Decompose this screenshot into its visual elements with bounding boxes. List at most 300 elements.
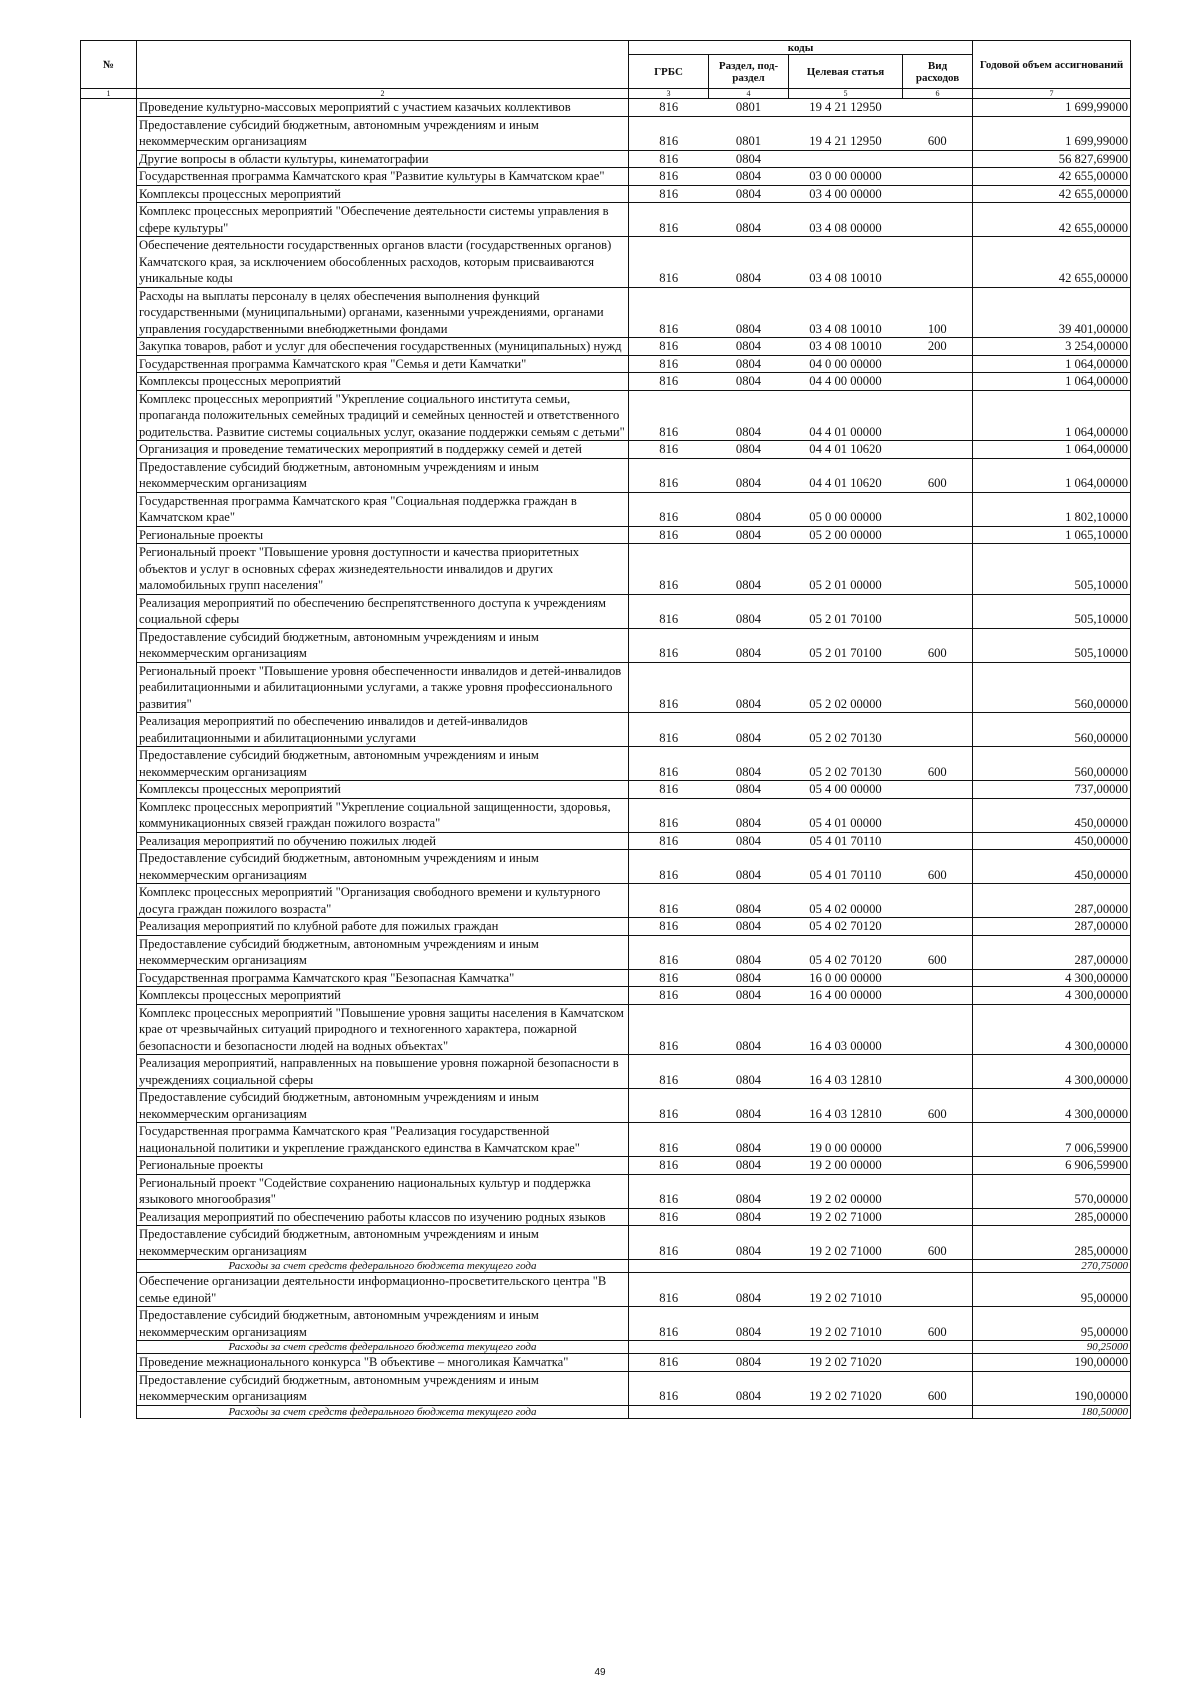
- celevaya-cell: 19 2 02 71010: [789, 1273, 903, 1307]
- row-number-cell: [81, 884, 137, 918]
- vid-cell: [903, 492, 973, 526]
- row-number-cell: [81, 287, 137, 338]
- header-codes: коды: [629, 41, 973, 55]
- sum-cell: 1 802,10000: [973, 492, 1131, 526]
- row-name-cell: Реализация мероприятий по обучению пожилых людей: [137, 832, 629, 850]
- vid-cell: 600: [903, 1226, 973, 1260]
- sum-cell: 4 300,00000: [973, 1055, 1131, 1089]
- grbs-cell: 816: [629, 1226, 709, 1260]
- vid-cell: [903, 237, 973, 288]
- row-number-cell: [81, 662, 137, 713]
- row-name-cell: Региональный проект "Повышение уровня доступности и качества приоритетных объектов и услуг в основных сферах жизнедеятельности инвалидов и других маломобильных групп населения": [137, 544, 629, 595]
- razdel-cell: 0804: [709, 1089, 789, 1123]
- sum-cell: 42 655,00000: [973, 185, 1131, 203]
- row-name-cell: Комплекс процессных мероприятий "Организация свободного времени и культурного досуга граждан пожилого возраста": [137, 884, 629, 918]
- row-name-cell: Комплекс процессных мероприятий "Повышение уровня защиты населения в Камчатском крае от чрезвычайных ситуаций природного и техногенного характера, пожарной безопасности и безопасности людей на водных объектах": [137, 1004, 629, 1055]
- razdel-cell: 0804: [709, 373, 789, 391]
- razdel-cell: 0801: [709, 99, 789, 117]
- row-name-cell: Организация и проведение тематических мероприятий в поддержку семей и детей: [137, 441, 629, 459]
- row-name-cell: Реализация мероприятий по обеспечению беспрепятственного доступа к учреждениям социальной сферы: [137, 594, 629, 628]
- sum-cell: 560,00000: [973, 747, 1131, 781]
- sum-cell: 450,00000: [973, 850, 1131, 884]
- celevaya-cell: 05 2 02 70130: [789, 747, 903, 781]
- grbs-cell: [629, 1341, 709, 1354]
- celevaya-cell: 16 4 03 00000: [789, 1004, 903, 1055]
- column-number: 5: [789, 89, 903, 99]
- vid-cell: [903, 1273, 973, 1307]
- grbs-cell: 816: [629, 713, 709, 747]
- row-number-cell: [81, 203, 137, 237]
- table-row: [81, 492, 1131, 526]
- vid-cell: 600: [903, 850, 973, 884]
- grbs-cell: 816: [629, 287, 709, 338]
- sum-cell: 95,00000: [973, 1273, 1131, 1307]
- vid-cell: [903, 203, 973, 237]
- razdel-cell: 0804: [709, 1004, 789, 1055]
- sum-cell: 190,00000: [973, 1354, 1131, 1372]
- grbs-cell: 816: [629, 526, 709, 544]
- vid-cell: [903, 526, 973, 544]
- razdel-cell: 0804: [709, 1307, 789, 1341]
- table-row-note: [81, 1341, 1131, 1354]
- grbs-cell: 816: [629, 594, 709, 628]
- row-number-cell: [81, 832, 137, 850]
- grbs-cell: 816: [629, 99, 709, 117]
- row-number-cell: [81, 338, 137, 356]
- document-page: [80, 40, 1130, 1419]
- row-number-cell: [81, 1260, 137, 1273]
- vid-cell: [903, 1208, 973, 1226]
- grbs-cell: 816: [629, 662, 709, 713]
- table-row: [81, 441, 1131, 459]
- sum-cell: 90,25000: [973, 1341, 1131, 1354]
- grbs-cell: 816: [629, 1055, 709, 1089]
- celevaya-cell: [789, 1405, 903, 1418]
- celevaya-cell: 16 4 00 00000: [789, 987, 903, 1005]
- sum-cell: 4 300,00000: [973, 1089, 1131, 1123]
- table-row-note: [81, 1260, 1131, 1273]
- vid-cell: 600: [903, 628, 973, 662]
- grbs-cell: 816: [629, 237, 709, 288]
- table-row: [81, 1089, 1131, 1123]
- table-row: [81, 1307, 1131, 1341]
- razdel-cell: 0804: [709, 662, 789, 713]
- header-vid: Вид расходов: [903, 55, 973, 89]
- row-name-cell: Государственная программа Камчатского края "Безопасная Камчатка": [137, 969, 629, 987]
- razdel-cell: 0804: [709, 594, 789, 628]
- grbs-cell: 816: [629, 1089, 709, 1123]
- row-name-cell: Комплексы процессных мероприятий: [137, 185, 629, 203]
- vid-cell: [903, 781, 973, 799]
- razdel-cell: 0804: [709, 747, 789, 781]
- sum-cell: 287,00000: [973, 884, 1131, 918]
- razdel-cell: 0804: [709, 713, 789, 747]
- table-row: [81, 1273, 1131, 1307]
- row-name-cell: Предоставление субсидий бюджетным, автономным учреждениям и иным некоммерческим организациям: [137, 1307, 629, 1341]
- table-body: [81, 99, 1131, 1419]
- celevaya-cell: 19 4 21 12950: [789, 116, 903, 150]
- row-name-cell: Государственная программа Камчатского края "Семья и дети Камчатки": [137, 355, 629, 373]
- grbs-cell: 816: [629, 1307, 709, 1341]
- razdel-cell: 0804: [709, 287, 789, 338]
- vid-cell: [903, 99, 973, 117]
- celevaya-cell: 05 2 02 70130: [789, 713, 903, 747]
- table-row: [81, 935, 1131, 969]
- sum-cell: 4 300,00000: [973, 1004, 1131, 1055]
- vid-cell: [903, 798, 973, 832]
- row-number-cell: [81, 390, 137, 441]
- celevaya-cell: 05 4 01 70110: [789, 832, 903, 850]
- row-name-cell: Комплекс процессных мероприятий "Укрепление социального института семьи, пропаганда положительных семейных традиций и семейных ценностей и ответственного родительства. Развитие системы социальных услуг, оказание поддержки семьям с детьми": [137, 390, 629, 441]
- table-row: [81, 747, 1131, 781]
- vid-cell: [903, 373, 973, 391]
- table-row: [81, 287, 1131, 338]
- row-name-cell: Предоставление субсидий бюджетным, автономным учреждениям и иным некоммерческим организациям: [137, 458, 629, 492]
- celevaya-cell: 05 4 02 70120: [789, 935, 903, 969]
- grbs-cell: 816: [629, 492, 709, 526]
- sum-cell: 190,00000: [973, 1371, 1131, 1405]
- razdel-cell: 0804: [709, 884, 789, 918]
- grbs-cell: 816: [629, 355, 709, 373]
- table-row: [81, 338, 1131, 356]
- sum-cell: 6 906,59900: [973, 1157, 1131, 1175]
- row-name-cell: Региональные проекты: [137, 1157, 629, 1175]
- sum-cell: 285,00000: [973, 1208, 1131, 1226]
- grbs-cell: 816: [629, 987, 709, 1005]
- table-row: [81, 1226, 1131, 1260]
- row-name-cell: Другие вопросы в области культуры, кинематографии: [137, 150, 629, 168]
- sum-cell: 95,00000: [973, 1307, 1131, 1341]
- row-number-cell: [81, 1405, 137, 1418]
- table-row: [81, 99, 1131, 117]
- row-number-cell: [81, 798, 137, 832]
- row-number-cell: [81, 918, 137, 936]
- row-number-cell: [81, 441, 137, 459]
- celevaya-cell: 19 2 02 71010: [789, 1307, 903, 1341]
- vid-cell: [903, 1123, 973, 1157]
- table-row: [81, 150, 1131, 168]
- row-name-cell: Региональный проект "Содействие сохранению национальных культур и поддержка языкового многообразия": [137, 1174, 629, 1208]
- table-row: [81, 390, 1131, 441]
- vid-cell: [903, 544, 973, 595]
- sum-cell: 270,75000: [973, 1260, 1131, 1273]
- grbs-cell: 816: [629, 832, 709, 850]
- row-name-cell: Предоставление субсидий бюджетным, автономным учреждениям и иным некоммерческим организациям: [137, 1371, 629, 1405]
- razdel-cell: 0804: [709, 987, 789, 1005]
- sum-cell: 1 064,00000: [973, 390, 1131, 441]
- grbs-cell: 816: [629, 1157, 709, 1175]
- row-name-cell: Комплексы процессных мероприятий: [137, 987, 629, 1005]
- vid-cell: [903, 355, 973, 373]
- vid-cell: 600: [903, 458, 973, 492]
- grbs-cell: 816: [629, 935, 709, 969]
- razdel-cell: [709, 1405, 789, 1418]
- sum-cell: 1 699,99000: [973, 116, 1131, 150]
- celevaya-cell: [789, 1341, 903, 1354]
- celevaya-cell: 16 4 03 12810: [789, 1055, 903, 1089]
- vid-cell: [903, 594, 973, 628]
- sum-cell: 287,00000: [973, 935, 1131, 969]
- row-number-cell: [81, 526, 137, 544]
- razdel-cell: 0804: [709, 237, 789, 288]
- row-name-cell: Предоставление субсидий бюджетным, автономным учреждениям и иным некоммерческим организациям: [137, 1089, 629, 1123]
- vid-cell: 600: [903, 747, 973, 781]
- razdel-cell: [709, 1341, 789, 1354]
- celevaya-cell: 05 2 01 70100: [789, 594, 903, 628]
- row-name-cell: Предоставление субсидий бюджетным, автономным учреждениям и иным некоммерческим организациям: [137, 1226, 629, 1260]
- column-number: 4: [709, 89, 789, 99]
- celevaya-cell: 05 2 01 00000: [789, 544, 903, 595]
- sum-cell: 1 699,99000: [973, 99, 1131, 117]
- table-row: [81, 1208, 1131, 1226]
- table-row: [81, 526, 1131, 544]
- sum-cell: 1 064,00000: [973, 373, 1131, 391]
- razdel-cell: 0804: [709, 850, 789, 884]
- table-row: [81, 203, 1131, 237]
- vid-cell: [903, 1354, 973, 1372]
- celevaya-cell: 05 4 01 70110: [789, 850, 903, 884]
- table-row: [81, 1157, 1131, 1175]
- row-number-cell: [81, 1208, 137, 1226]
- celevaya-cell: 05 2 02 00000: [789, 662, 903, 713]
- row-number-cell: [81, 373, 137, 391]
- vid-cell: [903, 441, 973, 459]
- celevaya-cell: 05 2 00 00000: [789, 526, 903, 544]
- row-number-cell: [81, 713, 137, 747]
- grbs-cell: 816: [629, 116, 709, 150]
- row-number-cell: [81, 628, 137, 662]
- grbs-cell: 816: [629, 918, 709, 936]
- celevaya-cell: 05 4 02 00000: [789, 884, 903, 918]
- vid-cell: [903, 168, 973, 186]
- vid-cell: 600: [903, 1307, 973, 1341]
- grbs-cell: 816: [629, 884, 709, 918]
- razdel-cell: 0804: [709, 544, 789, 595]
- row-number-cell: [81, 1341, 137, 1354]
- column-number: 2: [137, 89, 629, 99]
- sum-cell: 4 300,00000: [973, 987, 1131, 1005]
- vid-cell: [903, 150, 973, 168]
- table-row: [81, 1004, 1131, 1055]
- table-row: [81, 1371, 1131, 1405]
- row-number-cell: [81, 150, 137, 168]
- sum-cell: 42 655,00000: [973, 203, 1131, 237]
- sum-cell: 1 064,00000: [973, 441, 1131, 459]
- row-name-cell: Комплексы процессных мероприятий: [137, 781, 629, 799]
- table-row: [81, 373, 1131, 391]
- razdel-cell: 0804: [709, 150, 789, 168]
- row-name-cell: Региональные проекты: [137, 526, 629, 544]
- razdel-cell: 0804: [709, 458, 789, 492]
- row-name-cell: Обеспечение деятельности государственных органов власти (государственных органов) Камчатского края, за исключением обособленных расходов, которым присваиваются уникальные коды: [137, 237, 629, 288]
- grbs-cell: 816: [629, 203, 709, 237]
- vid-cell: [903, 185, 973, 203]
- row-name-cell: Расходы за счет средств федерального бюджета текущего года: [137, 1260, 629, 1273]
- celevaya-cell: 03 4 08 10010: [789, 237, 903, 288]
- celevaya-cell: 16 0 00 00000: [789, 969, 903, 987]
- vid-cell: 600: [903, 1089, 973, 1123]
- razdel-cell: 0804: [709, 168, 789, 186]
- vid-cell: [903, 884, 973, 918]
- row-number-cell: [81, 116, 137, 150]
- column-number: 6: [903, 89, 973, 99]
- row-name-cell: Обеспечение организации деятельности информационно-просветительского центра "В семье единой": [137, 1273, 629, 1307]
- sum-cell: 56 827,69900: [973, 150, 1131, 168]
- razdel-cell: 0804: [709, 441, 789, 459]
- row-name-cell: Расходы за счет средств федерального бюджета текущего года: [137, 1405, 629, 1418]
- sum-cell: 505,10000: [973, 628, 1131, 662]
- grbs-cell: 816: [629, 1354, 709, 1372]
- sum-cell: 1 064,00000: [973, 355, 1131, 373]
- grbs-cell: 816: [629, 373, 709, 391]
- row-number-cell: [81, 1307, 137, 1341]
- vid-cell: [903, 1055, 973, 1089]
- celevaya-cell: 19 2 02 71000: [789, 1226, 903, 1260]
- razdel-cell: 0804: [709, 338, 789, 356]
- grbs-cell: 816: [629, 1123, 709, 1157]
- row-number-cell: [81, 168, 137, 186]
- column-number: 7: [973, 89, 1131, 99]
- vid-cell: 600: [903, 116, 973, 150]
- vid-cell: 100: [903, 287, 973, 338]
- vid-cell: [903, 1157, 973, 1175]
- header-name: [137, 41, 629, 89]
- table-row: [81, 781, 1131, 799]
- grbs-cell: 816: [629, 781, 709, 799]
- row-name-cell: Предоставление субсидий бюджетным, автономным учреждениям и иным некоммерческим организациям: [137, 628, 629, 662]
- row-name-cell: Предоставление субсидий бюджетным, автономным учреждениям и иным некоммерческим организациям: [137, 935, 629, 969]
- header-no: №: [81, 41, 137, 89]
- sum-cell: 450,00000: [973, 798, 1131, 832]
- razdel-cell: 0804: [709, 1055, 789, 1089]
- razdel-cell: 0804: [709, 1208, 789, 1226]
- row-name-cell: Предоставление субсидий бюджетным, автономным учреждениям и иным некоммерческим организациям: [137, 116, 629, 150]
- grbs-cell: 816: [629, 1273, 709, 1307]
- vid-cell: [903, 1405, 973, 1418]
- sum-cell: 42 655,00000: [973, 168, 1131, 186]
- sum-cell: 7 006,59900: [973, 1123, 1131, 1157]
- grbs-cell: 816: [629, 1174, 709, 1208]
- row-number-cell: [81, 99, 137, 117]
- row-number-cell: [81, 969, 137, 987]
- celevaya-cell: 03 4 08 10010: [789, 287, 903, 338]
- razdel-cell: 0804: [709, 203, 789, 237]
- sum-cell: 737,00000: [973, 781, 1131, 799]
- celevaya-cell: [789, 1260, 903, 1273]
- sum-cell: 287,00000: [973, 918, 1131, 936]
- row-name-cell: Проведение межнационального конкурса "В объективе – многоликая Камчатка": [137, 1354, 629, 1372]
- vid-cell: [903, 1004, 973, 1055]
- row-number-cell: [81, 1174, 137, 1208]
- row-number-cell: [81, 1226, 137, 1260]
- grbs-cell: 816: [629, 390, 709, 441]
- row-name-cell: Реализация мероприятий по клубной работе для пожилых граждан: [137, 918, 629, 936]
- vid-cell: [903, 390, 973, 441]
- header-razdel: Раздел, под-раздел: [709, 55, 789, 89]
- row-number-cell: [81, 185, 137, 203]
- table-row: [81, 1123, 1131, 1157]
- table-row: [81, 116, 1131, 150]
- row-number-cell: [81, 1055, 137, 1089]
- grbs-cell: 816: [629, 850, 709, 884]
- sum-cell: 3 254,00000: [973, 338, 1131, 356]
- vid-cell: [903, 832, 973, 850]
- table-row: [81, 355, 1131, 373]
- celevaya-cell: 03 4 00 00000: [789, 185, 903, 203]
- row-number-cell: [81, 237, 137, 288]
- grbs-cell: 816: [629, 458, 709, 492]
- razdel-cell: 0804: [709, 1371, 789, 1405]
- table-row: [81, 1174, 1131, 1208]
- row-number-cell: [81, 594, 137, 628]
- grbs-cell: 816: [629, 441, 709, 459]
- celevaya-cell: 03 4 08 00000: [789, 203, 903, 237]
- vid-cell: [903, 969, 973, 987]
- vid-cell: [903, 918, 973, 936]
- row-number-cell: [81, 781, 137, 799]
- table-row: [81, 713, 1131, 747]
- celevaya-cell: 04 4 01 10620: [789, 441, 903, 459]
- celevaya-cell: 05 4 01 00000: [789, 798, 903, 832]
- sum-cell: 560,00000: [973, 713, 1131, 747]
- row-name-cell: Реализация мероприятий по обеспечению инвалидов и детей-инвалидов реабилитационными и абилитационными услугами: [137, 713, 629, 747]
- grbs-cell: 816: [629, 747, 709, 781]
- razdel-cell: 0804: [709, 781, 789, 799]
- row-name-cell: Предоставление субсидий бюджетным, автономным учреждениям и иным некоммерческим организациям: [137, 850, 629, 884]
- row-number-cell: [81, 1273, 137, 1307]
- celevaya-cell: 19 2 02 00000: [789, 1174, 903, 1208]
- row-number-cell: [81, 747, 137, 781]
- razdel-cell: 0804: [709, 1157, 789, 1175]
- table-row: [81, 987, 1131, 1005]
- row-number-cell: [81, 1371, 137, 1405]
- row-name-cell: Закупка товаров, работ и услуг для обеспечения государственных (муниципальных) нужд: [137, 338, 629, 356]
- row-number-cell: [81, 544, 137, 595]
- razdel-cell: [709, 1260, 789, 1273]
- grbs-cell: [629, 1405, 709, 1418]
- grbs-cell: 816: [629, 544, 709, 595]
- celevaya-cell: 05 4 02 70120: [789, 918, 903, 936]
- razdel-cell: 0804: [709, 526, 789, 544]
- sum-cell: 285,00000: [973, 1226, 1131, 1260]
- table-row: [81, 884, 1131, 918]
- row-name-cell: Проведение культурно-массовых мероприятий с участием казачьих коллективов: [137, 99, 629, 117]
- celevaya-cell: 19 2 02 71020: [789, 1371, 903, 1405]
- sum-cell: 570,00000: [973, 1174, 1131, 1208]
- celevaya-cell: 19 0 00 00000: [789, 1123, 903, 1157]
- row-number-cell: [81, 1157, 137, 1175]
- sum-cell: 450,00000: [973, 832, 1131, 850]
- vid-cell: 600: [903, 935, 973, 969]
- grbs-cell: 816: [629, 1004, 709, 1055]
- table-row: [81, 168, 1131, 186]
- grbs-cell: [629, 1260, 709, 1273]
- budget-table: [80, 40, 1131, 1419]
- table-row: [81, 850, 1131, 884]
- razdel-cell: 0804: [709, 935, 789, 969]
- row-name-cell: Расходы на выплаты персоналу в целях обеспечения выполнения функций государственными (муниципальными) органами, казенными учреждениями, органами управления государственными внебюджетными фондами: [137, 287, 629, 338]
- celevaya-cell: 03 0 00 00000: [789, 168, 903, 186]
- celevaya-cell: 05 4 00 00000: [789, 781, 903, 799]
- celevaya-cell: 05 0 00 00000: [789, 492, 903, 526]
- celevaya-cell: 04 4 01 10620: [789, 458, 903, 492]
- celevaya-cell: [789, 150, 903, 168]
- vid-cell: [903, 662, 973, 713]
- grbs-cell: 816: [629, 1371, 709, 1405]
- row-name-cell: Предоставление субсидий бюджетным, автономным учреждениям и иным некоммерческим организациям: [137, 747, 629, 781]
- vid-cell: [903, 1341, 973, 1354]
- celevaya-cell: 05 2 01 70100: [789, 628, 903, 662]
